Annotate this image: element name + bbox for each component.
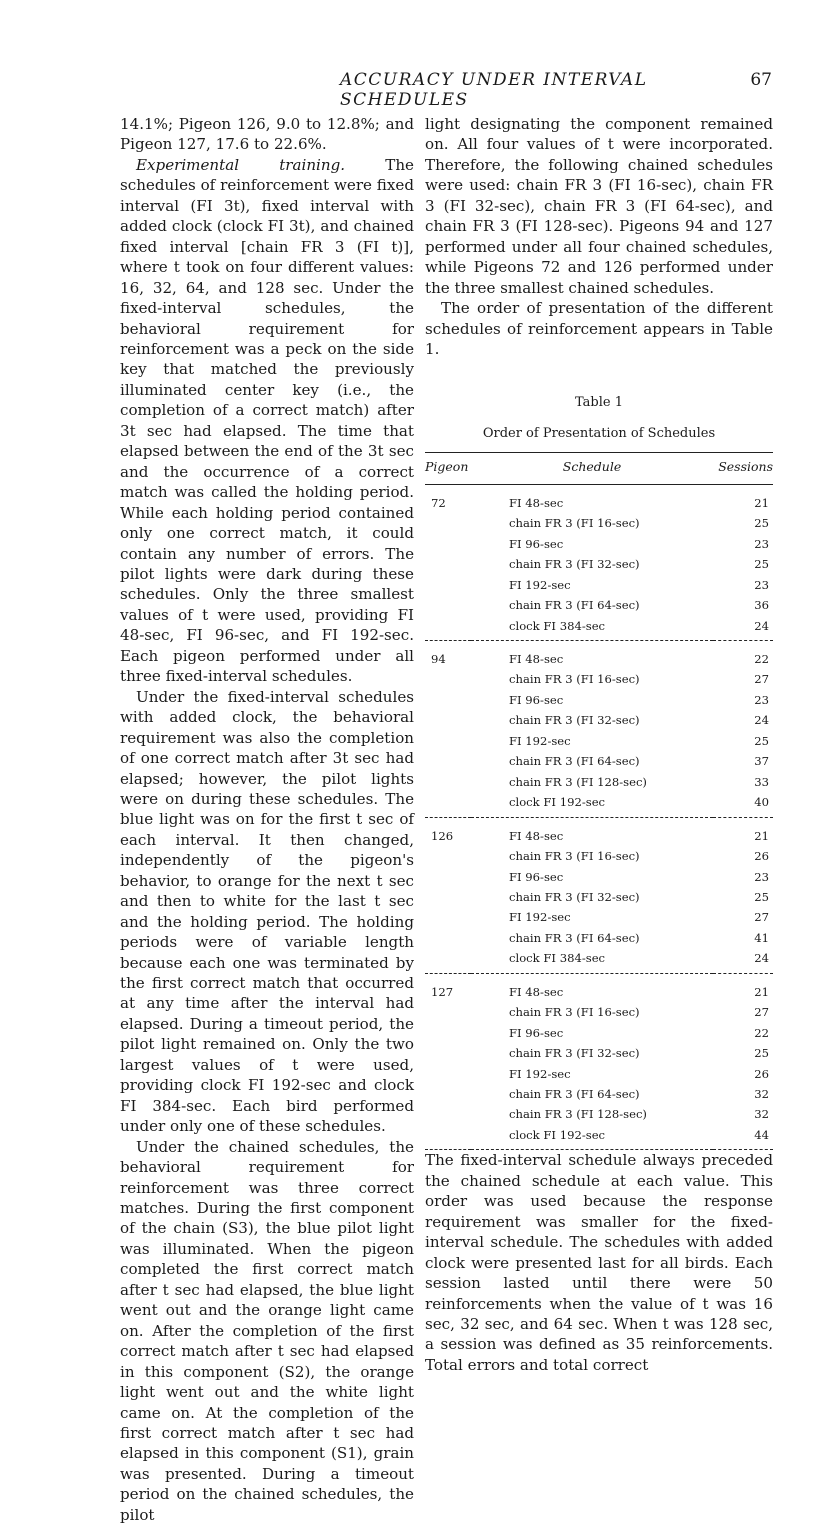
cell-schedule: clock FI 384-sec (471, 616, 713, 641)
table-row (425, 1023, 773, 1043)
paragraph: Under the chained schedules, the behavioral requirement for reinforcement was three correct matches. During the first component of the chain (S3), the blue pilot light was illuminated. When the pigeon completed the first correct match after t sec had elapsed, the blue light went out and the orange light came on. After the completion of the first correct match after t sec had elapsed in this component (S2), the orange light went out and the white light came on. At the completion of the first correct match after t sec had elapsed in this component (S1), grain was presented. During a timeout period on the chained schedules, the pilot (120, 1137, 414, 1524)
paragraph-experimental-training (120, 155, 414, 687)
table-row (425, 948, 773, 973)
cell-sessions: 27 (754, 1005, 769, 1020)
table-row (425, 1125, 773, 1150)
table-header-row (425, 453, 773, 484)
table-row (425, 928, 773, 948)
table-row (425, 846, 773, 866)
cell-schedule: chain FR 3 (FI 64-sec) (509, 1087, 640, 1102)
cell-sessions: 25 (754, 1046, 769, 1061)
table-row (425, 1084, 773, 1104)
cell-schedule: chain FR 3 (FI 128-sec) (509, 774, 647, 789)
cell-schedule: FI 192-sec (509, 910, 571, 925)
cell-schedule: clock FI 192-sec (471, 1125, 713, 1150)
cell-sessions: 23 (754, 536, 769, 551)
cell-pigeon (425, 1084, 471, 1104)
cell-sessions: 37 (754, 754, 769, 769)
cell-schedule: chain FR 3 (FI 128-sec) (509, 1107, 647, 1122)
cell-pigeon (425, 792, 471, 817)
cell-pigeon (425, 772, 471, 792)
cell-sessions: 22 (754, 651, 769, 666)
table-caption: Table 1 (575, 395, 623, 411)
paragraph: Under the fixed-interval schedules with added clock, the behavioral requirement was also the completion of one correct match after 3t sec had elapsed; however, the pilot lights were on during these schedules. The blue light was on for the first t sec of each interval. It then changed, independently of the pigeon's behavior, to orange for the next t sec and then to white for the last t sec and the holding period. The holding periods were of variable length because each one was terminated by the first correct match that occurred at any time after the interval had elapsed. During a timeout period, the pilot light remained on. Only the two largest values of t were used, providing clock FI 192-sec and clock FI 384-sec. Each bird performed under only one of these schedules. (120, 687, 414, 1136)
cell-pigeon (425, 554, 471, 574)
cell-schedule: FI 48-sec (509, 828, 564, 843)
cell-schedule: chain FR 3 (FI 32-sec) (509, 557, 640, 572)
table-row (425, 513, 773, 533)
cell-schedule: chain FR 3 (FI 32-sec) (509, 889, 640, 904)
table-row (425, 534, 773, 554)
table-row (425, 867, 773, 887)
page-number: 67 (750, 70, 772, 90)
table-row (425, 669, 773, 689)
cell-pigeon (425, 616, 471, 641)
cell-pigeon (425, 534, 471, 554)
cell-pigeon: 72 (431, 495, 446, 510)
table-row (425, 640, 773, 669)
cell-schedule: FI 192-sec (509, 577, 571, 592)
cell-sessions: 27 (754, 672, 769, 687)
cell-pigeon (425, 948, 471, 973)
table-body (425, 484, 773, 1150)
cell-sessions: 23 (754, 577, 769, 592)
cell-schedule: FI 96-sec (509, 536, 564, 551)
cell-pigeon (425, 731, 471, 751)
cell-pigeon (425, 1125, 471, 1150)
table-row (425, 1064, 773, 1084)
cell-schedule: FI 48-sec (509, 984, 564, 999)
cell-schedule: chain FR 3 (FI 64-sec) (509, 754, 640, 769)
table-title: Order of Presentation of Schedules (482, 425, 716, 441)
cell-schedule: chain FR 3 (FI 16-sec) (509, 849, 640, 864)
cell-sessions: 21 (754, 828, 769, 843)
cell-pigeon (425, 669, 471, 689)
cell-pigeon (425, 928, 471, 948)
cell-pigeon (425, 575, 471, 595)
cell-schedule: FI 192-sec (509, 733, 571, 748)
left-column (120, 114, 414, 1525)
table-row (425, 731, 773, 751)
cell-sessions: 25 (754, 557, 769, 572)
cell-pigeon (425, 710, 471, 730)
column-header-schedule: Schedule (471, 453, 713, 484)
cell-sessions: 23 (754, 692, 769, 707)
table-row (425, 1104, 773, 1124)
paragraph: The fixed-interval schedule always preceded the chained schedule at each value. This order was used because the response requirement was smaller for the fixed-interval schedule. The schedules with added clock were presented last for all birds. Each session lasted until there were 50 reinforcements when the value of t was 16 sec, 32 sec, and 64 sec. When t was 128 sec, a session was defined as 35 reinforcements. Total errors and total correct (425, 1151, 773, 1374)
table-row (425, 792, 773, 817)
cell-pigeon (425, 595, 471, 615)
column-header-pigeon: Pigeon (425, 453, 471, 484)
table-row (425, 1002, 773, 1022)
cell-schedule: chain FR 3 (FI 16-sec) (509, 516, 640, 531)
cell-sessions: 21 (754, 495, 769, 510)
table-row (425, 772, 773, 792)
cell-sessions: 21 (754, 984, 769, 999)
schedule-table (425, 452, 773, 1150)
table-row (425, 751, 773, 771)
cell-pigeon (425, 1023, 471, 1043)
column-header-sessions: Sessions (713, 453, 773, 484)
cell-sessions: 41 (754, 930, 769, 945)
page-header (120, 70, 780, 110)
cell-pigeon (425, 907, 471, 927)
cell-sessions: 40 (713, 792, 773, 817)
cell-sessions: 22 (754, 1025, 769, 1040)
table-row (425, 817, 773, 846)
cell-sessions: 27 (754, 910, 769, 925)
cell-pigeon (425, 846, 471, 866)
cell-sessions: 32 (754, 1107, 769, 1122)
cell-pigeon (425, 513, 471, 533)
cell-sessions: 36 (754, 598, 769, 613)
cell-schedule: chain FR 3 (FI 64-sec) (509, 930, 640, 945)
right-column (425, 114, 773, 1375)
cell-pigeon (425, 1064, 471, 1084)
cell-sessions: 44 (713, 1125, 773, 1150)
cell-sessions: 26 (754, 1066, 769, 1081)
cell-pigeon (425, 690, 471, 710)
cell-schedule: FI 48-sec (509, 495, 564, 510)
cell-schedule: FI 96-sec (509, 692, 564, 707)
cell-sessions: 25 (754, 889, 769, 904)
cell-schedule: clock FI 384-sec (471, 948, 713, 973)
table-row (425, 690, 773, 710)
cell-pigeon: 126 (431, 828, 454, 843)
paragraph-text: The schedules of reinforcement were fixed interval (FI 3t), fixed interval with added clock (clock FI 3t), and chained fixed interval [chain FR 3 (FI t)], where t took on four different values: 16, 32, 64, and 128 sec. Under the fixed-interval schedules, the behavioral requirement for reinforcement was a peck on the side key that matched the previously illuminated center key (i.e., the completion of a correct match) after 3t sec had elapsed. The time that elapsed between the end of the 3t sec and the occurrence of a correct match was called the holding period. While each holding period contained only one correct match, it could contain any number of errors. The pilot lights were dark during these schedules. Only the three smallest values of t were used, providing FI 48-sec, FI 96-sec, and FI 192-sec. Each pigeon performed under all three fixed-interval schedules. (120, 155, 414, 686)
table-row (425, 907, 773, 927)
paragraph: light designating the component remained on. All four values of t were incorporated. Therefore, the following chained schedules were used: chain FR 3 (FI 16-sec), chain FR 3 (FI 32-sec), chain FR 3 (FI 64-sec), and chain FR 3 (FI 128-sec). Pigeons 94 and 127 performed under all four chained schedules, while Pigeons 72 and 126 performed under the three smallest chained schedules. (425, 115, 773, 297)
cell-sessions: 24 (713, 616, 773, 641)
cell-sessions: 24 (754, 713, 769, 728)
cell-pigeon (425, 1043, 471, 1063)
cell-schedule: FI 48-sec (509, 651, 564, 666)
cell-schedule: chain FR 3 (FI 64-sec) (509, 598, 640, 613)
table-row (425, 887, 773, 907)
table-row (425, 595, 773, 615)
table-row (425, 554, 773, 574)
table-row (425, 484, 773, 513)
cell-sessions: 25 (754, 516, 769, 531)
cell-schedule: FI 192-sec (509, 1066, 571, 1081)
cell-pigeon (425, 751, 471, 771)
cell-schedule: chain FR 3 (FI 16-sec) (509, 1005, 640, 1020)
cell-sessions: 24 (713, 948, 773, 973)
run-in-heading: Experimental training. (136, 155, 346, 174)
cell-schedule: chain FR 3 (FI 32-sec) (509, 1046, 640, 1061)
cell-schedule: FI 96-sec (509, 869, 564, 884)
cell-pigeon (425, 887, 471, 907)
cell-sessions: 26 (754, 849, 769, 864)
paragraph: The order of presentation of the different schedules of reinforcement appears in Table 1. (425, 299, 773, 358)
table-row (425, 973, 773, 1002)
cell-pigeon: 127 (431, 984, 454, 999)
cell-schedule: FI 96-sec (509, 1025, 564, 1040)
table-row (425, 616, 773, 641)
cell-pigeon (425, 1104, 471, 1124)
table-row (425, 1043, 773, 1063)
cell-schedule: chain FR 3 (FI 32-sec) (509, 713, 640, 728)
running-title: ACCURACY UNDER INTERVAL SCHEDULES (340, 70, 648, 110)
paragraph: 14.1%; Pigeon 126, 9.0 to 12.8%; and Pigeon 127, 17.6 to 22.6%. (120, 115, 414, 154)
cell-sessions: 25 (754, 733, 769, 748)
table-row (425, 710, 773, 730)
cell-sessions: 32 (754, 1087, 769, 1102)
cell-sessions: 33 (754, 774, 769, 789)
cell-pigeon (425, 867, 471, 887)
table-row (425, 575, 773, 595)
cell-schedule: clock FI 192-sec (471, 792, 713, 817)
cell-pigeon (425, 1002, 471, 1022)
cell-sessions: 23 (754, 869, 769, 884)
cell-schedule: chain FR 3 (FI 16-sec) (509, 672, 640, 687)
cell-pigeon: 94 (431, 651, 446, 666)
